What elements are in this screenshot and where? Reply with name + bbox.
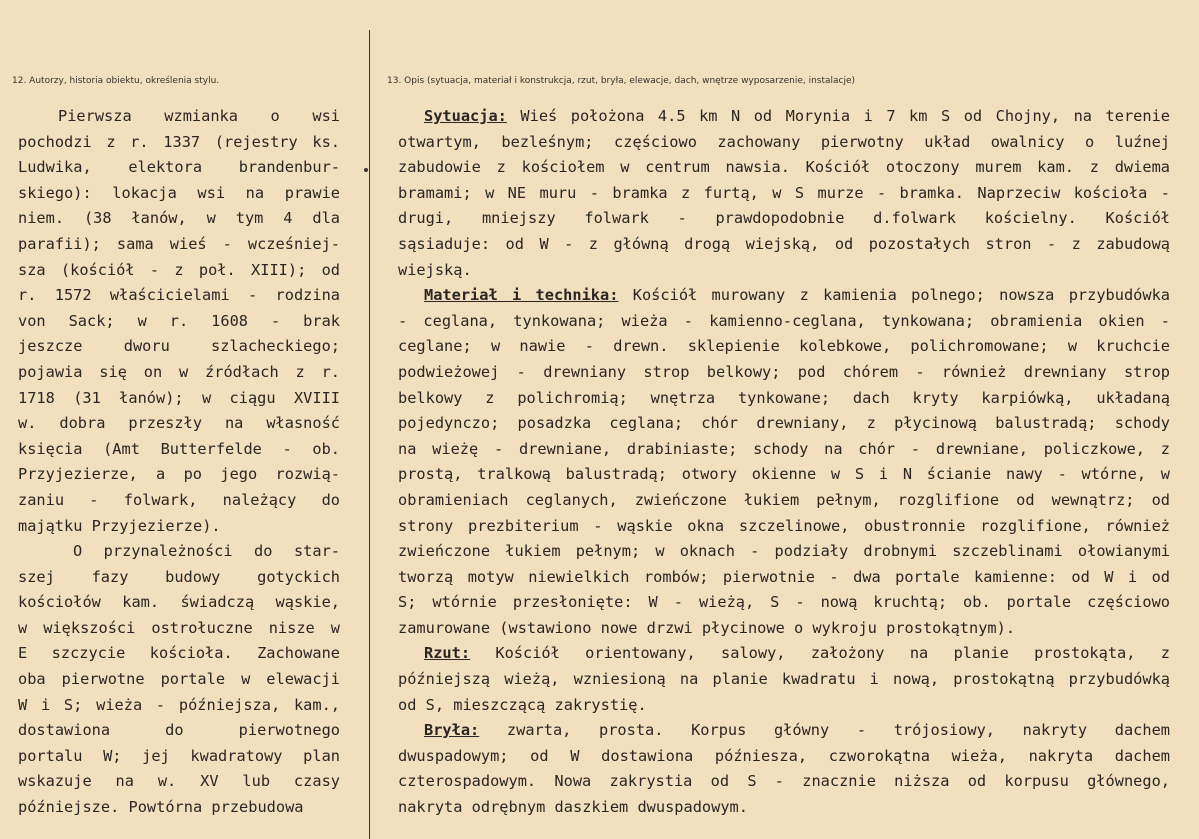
text-line: von Sack; w r. 1608 - brak: [18, 311, 340, 330]
text-line: majątku Przyjezierze).: [18, 516, 221, 535]
text-line: w. dobra przeszły na własność: [18, 414, 340, 433]
text-line: - ceglana, tynkowana; wieża - kamienno-ceglana, tynkowana; obramienia okien -: [398, 311, 1170, 330]
text-line-body: Kościół orientowany, salowy, założony na planie prostokąta, z: [470, 644, 1170, 663]
text-line: jeszcze dworu szlacheckiego;: [18, 337, 340, 356]
text-line: ceglane; w nawie - drewn. sklepienie kolebkowe, polichromowane; w kruchcie: [398, 337, 1170, 356]
text-line: obramieniach ceglanych, zwieńczone łukiem pełnym, rozglifione od wewnątrz; od: [398, 490, 1170, 509]
text-line: strony prezbiterium - wąskie okna szczelinowe, obustronnie rozglifione, również: [398, 516, 1170, 535]
text-line: 1718 (31 łanów); w ciągu XVIII: [18, 388, 340, 407]
text-line: W i S; wieża - późniejsza, kam.,: [18, 695, 340, 714]
text-line: drugi, mniejszy folwark - prawdopodobnie d.folwark kościelny. Kościół: [398, 209, 1170, 228]
text-line: wiejską.: [398, 260, 472, 279]
text-line: pojawia się on w źródłach z r.: [18, 362, 340, 381]
text-line: S; wtórnie przesłonięte: W - wieżą, S - nową kruchtą; ob. portale częściowo: [398, 593, 1170, 612]
text-line-body: Kościół murowany z kamienia polnego; nowsza przybudówka: [618, 286, 1170, 305]
text-line: r. 1572 właścicielami - rodzina: [18, 286, 340, 305]
text-line: skiego): lokacja wsi na prawie: [18, 183, 340, 202]
text-line: tworzą motyw niewielkich rombów; pierwotnie - dwa portale kamienne: od W i od: [398, 567, 1170, 586]
text-line: od S, mieszczącą zakrystię.: [398, 695, 647, 714]
text-line: podwieżowej - drewniany strop belkowy; pod chórem - również drewniany strop: [398, 362, 1170, 381]
text-line: księcia (Amt Butterfelde - ob.: [18, 439, 340, 458]
section-12-header: 12. Autorzy, historia obiektu, określenia stylu.: [12, 76, 220, 86]
text-line: wskazuje na w. XV lub czasy: [18, 772, 340, 791]
text-line: nakryta odrębnym daszkiem dwuspadowym.: [398, 798, 748, 817]
text-line: Przyjezierze, a po jego rozwią-: [18, 465, 340, 484]
text-line: pochodzi z r. 1337 (rejestry ks.: [18, 132, 340, 151]
text-line: sąsiaduje: od W - z główną drogą wiejską, od pozostałych stron - z zabudową: [398, 234, 1170, 253]
text-line: zabudowie z kościołem w centrum nawsia. Kościół otoczony murem kam. z dwiema: [398, 158, 1170, 177]
text-line: w większości ostrołuczne nisze w: [18, 618, 340, 637]
column-divider: [369, 30, 370, 839]
text-line: [398, 283, 1170, 309]
text-line: otwartym, bezleśnym; częściowo zachowany pierwotny układ owalnicy o luźnej: [398, 132, 1170, 151]
text-line: oba pierwotne portale w elewacji: [18, 670, 340, 689]
text-line: Ludwika, elektora brandenbur-: [18, 158, 340, 177]
text-line-body: zwarta, prosta. Korpus główny - trójosiowy, nakryty dachem: [479, 721, 1170, 740]
bryla-label: Bryła:: [424, 721, 480, 740]
text-line: późniejszą wieżą, wzniesioną na planie kwadratu i nową, prostokątną przybudówką: [398, 670, 1170, 689]
text-line: szej fazy budowy gotyckich: [18, 567, 340, 586]
text-line: pojedynczo; posadzka ceglana; chór drewniany, z płycinową balustradą; schody: [398, 414, 1170, 433]
text-line: dostawiona do pierwotnego: [18, 721, 340, 740]
punch-dot: [364, 168, 368, 172]
text-line: późniejsze. Powtórna przebudowa: [18, 798, 304, 817]
text-line: kościołów kam. świadczą wąskie,: [18, 593, 340, 612]
text-line: portalu W; jej kwadratowy plan: [18, 746, 340, 765]
text-line: na wieżę - drewniane, drabiniaste; schody na chór - drewniane, policzkowe, z: [398, 439, 1170, 458]
text-line: bramami; w NE muru - bramka z furtą, w S murze - bramka. Naprzeciw kościoła -: [398, 183, 1170, 202]
text-line: E szczycie kościoła. Zachowane: [18, 644, 340, 663]
text-line: prostą, tralkową balustradą; otwory okienne w S i N ścianie nawy - wtórne, w: [398, 465, 1170, 484]
text-line: czterospadowym. Nowa zakrystia od S - znacznie niższa od korpusu głównego,: [398, 772, 1170, 791]
sytuacja-label: Sytuacja:: [424, 107, 507, 125]
text-line: sza (kościół - z poł. XIII); od: [18, 260, 340, 279]
text-line: Pierwsza wzmianka o wsi: [58, 107, 340, 125]
section-13-header: 13. Opis (sytuacja, materiał i konstrukcja, rzut, bryła, elewacje, dach, wnętrze wyposarzenie, instalacje): [387, 76, 856, 86]
text-line: zamurowane (wstawiono nowe drzwi płycinowe o wykroju prostokątnym).: [398, 618, 1016, 637]
text-line: dwuspadowym; od W dostawiona późniesza, czworokątna wieża, nakryta dachem: [398, 746, 1170, 765]
description-text: [398, 104, 1170, 821]
text-line: zaniu - folwark, należący do: [18, 490, 340, 509]
text-line: zwieńczone łukiem pełnym; w oknach - podziały drobnymi szczeblinami ołowianymi: [398, 542, 1170, 561]
text-line: parafii); sama wieś - wcześniej-: [18, 234, 340, 253]
text-line: [398, 718, 1170, 744]
rzut-label: Rzut:: [424, 644, 471, 663]
text-line: O przynależności do star-: [73, 542, 340, 561]
material-label: Materiał i technika:: [424, 286, 619, 305]
text-line: [398, 104, 1170, 130]
text-line: [398, 641, 1170, 667]
text-line-body: Wieś położona 4.5 km N od Morynia i 7 km S od Chojny, na terenie: [506, 107, 1170, 125]
history-text: [18, 104, 340, 821]
text-line: belkowy z polichromią; wnętrza tynkowane; dach kryty karpiówką, układaną: [398, 388, 1170, 407]
text-line: niem. (38 łanów, w tym 4 dla: [18, 209, 340, 228]
